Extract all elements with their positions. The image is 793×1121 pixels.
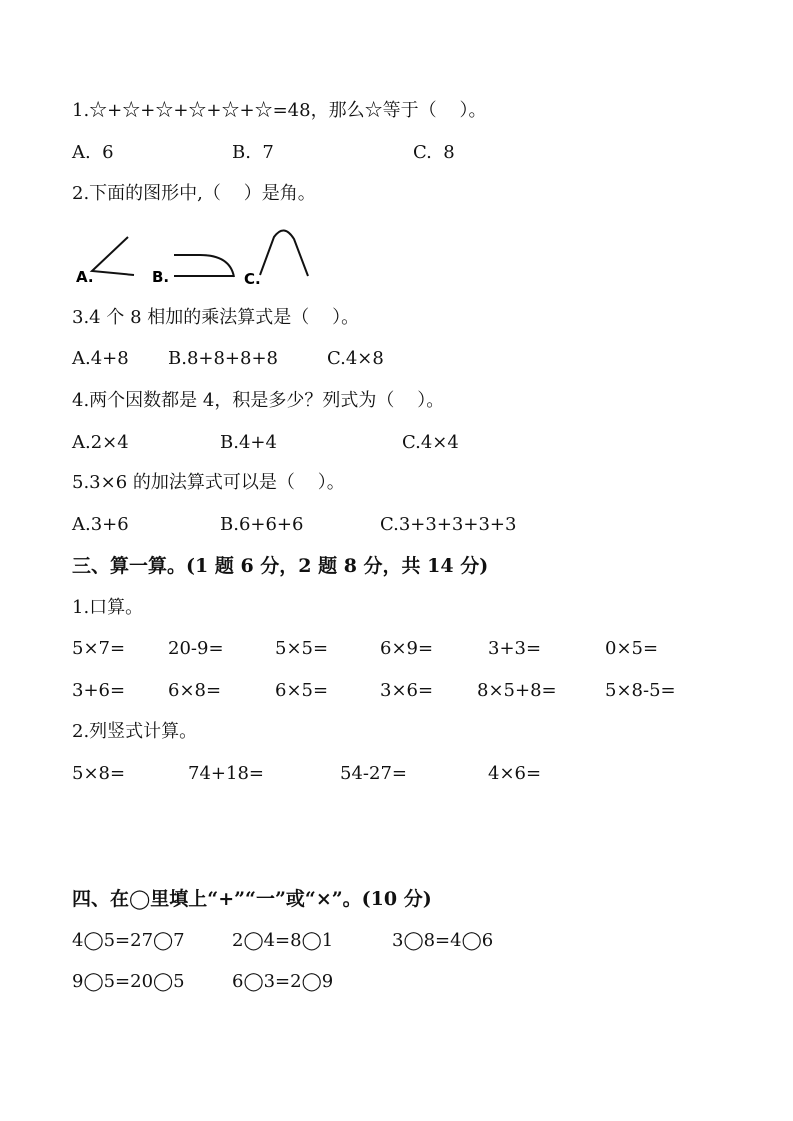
q1-option-b: B. 7	[232, 142, 274, 163]
vertical-calc-item: 54-27=	[340, 763, 407, 784]
oral-calc-item: 20-9=	[168, 638, 224, 659]
question-2-text: 2.下面的图形中,（ ）是角。	[72, 183, 316, 204]
figure-a	[76, 237, 134, 286]
section-4-heading: 四、在◯里填上“+”“一”或“×”。(10 分)	[72, 888, 432, 910]
oral-calc-item: 3×6=	[380, 680, 434, 701]
figure-b	[152, 255, 234, 286]
q3-option-b: B.8+8+8+8	[168, 348, 279, 369]
vertical-calc-item: 4×6=	[488, 763, 542, 784]
q4-option-c: C.4×4	[402, 432, 459, 453]
oral-calc-item: 6×5=	[275, 680, 329, 701]
question-4-text: 4.两个因数都是 4，积是多少？列式为（ ）。	[72, 390, 445, 411]
oral-calc-item: 3+3=	[488, 638, 542, 659]
figure-c	[244, 230, 308, 288]
oral-calc-item: 8×5+8=	[477, 680, 557, 701]
figure-c-label: C.	[244, 270, 261, 288]
oral-calc-item: 3+6=	[72, 680, 126, 701]
q1-option-c: C. 8	[413, 142, 455, 163]
question-3-text: 3.4 个 8 相加的乘法算式是（ ）。	[72, 307, 360, 328]
oral-calc-item: 5×5=	[275, 638, 329, 659]
section-3-heading: 三、算一算。(1 题 6 分，2 题 8 分，共 14 分)	[72, 555, 489, 577]
oral-calc-item: 6×8=	[168, 680, 222, 701]
section-3-sub1: 1.口算。	[72, 597, 144, 618]
oral-calc-item: 5×7=	[72, 638, 126, 659]
question-1-text: 1.☆+☆+☆+☆+☆+☆=48，那么☆等于（ ）。	[72, 100, 487, 121]
figure-a-label: A.	[76, 268, 94, 286]
fill-operator-item: 3◯8=4◯6	[392, 930, 494, 951]
oral-calc-item: 5×8-5=	[605, 680, 676, 701]
oral-calc-item: 6×9=	[380, 638, 434, 659]
angle-figures	[72, 225, 332, 289]
q5-option-b: B.6+6+6	[220, 514, 304, 535]
vertical-calc-item: 5×8=	[72, 763, 126, 784]
fill-operator-item: 6◯3=2◯9	[232, 971, 334, 992]
fill-operator-item: 4◯5=27◯7	[72, 930, 185, 951]
question-5-text: 5.3×6 的加法算式可以是（ ）。	[72, 472, 345, 493]
q4-option-a: A.2×4	[72, 432, 129, 453]
vertical-calc-item: 74+18=	[188, 763, 264, 784]
q1-option-a: A. 6	[72, 142, 114, 163]
q4-option-b: B.4+4	[220, 432, 277, 453]
q3-option-c: C.4×8	[327, 348, 384, 369]
section-3-sub2: 2.列竖式计算。	[72, 721, 198, 742]
fill-operator-item: 2◯4=8◯1	[232, 930, 334, 951]
oral-calc-item: 0×5=	[605, 638, 659, 659]
q5-option-a: A.3+6	[72, 514, 129, 535]
figure-b-label: B.	[152, 268, 170, 286]
fill-operator-item: 9◯5=20◯5	[72, 971, 185, 992]
q3-option-a: A.4+8	[72, 348, 129, 369]
q5-option-c: C.3+3+3+3+3	[380, 514, 517, 535]
